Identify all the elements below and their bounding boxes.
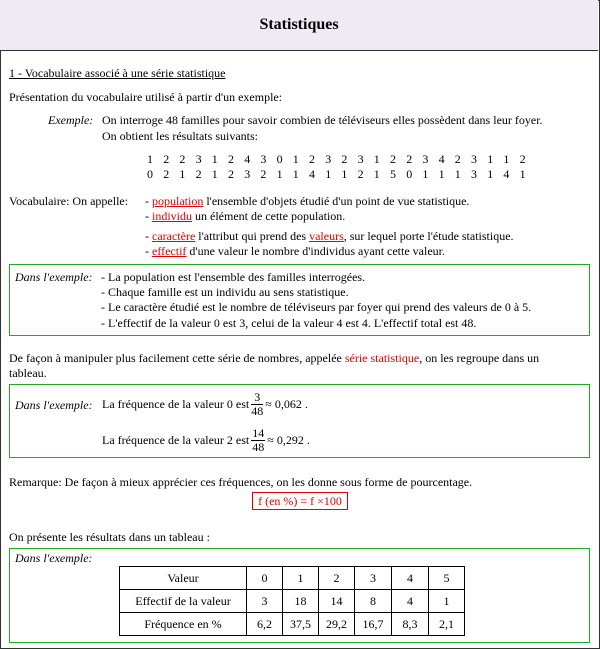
remarque-text: Remarque: De façon à mieux apprécier ces fréquences, on les donne sous forme de pourcentage. <box>9 475 473 489</box>
box1-line: - Le caractère étudié est le nombre de téléviseurs par foyer qui prend des valeurs de 0 à 5. <box>101 300 532 314</box>
table-cell: 2,1 <box>429 613 465 636</box>
term-serie-statistique: série statistique <box>344 351 420 365</box>
box3-label: Dans l'exemple: <box>15 551 93 565</box>
data-row-2: 0 2 1 2 1 2 3 2 1 1 4 1 1 2 1 5 0 1 1 1 3 1 4 1 <box>147 167 530 181</box>
table-row <box>120 613 465 636</box>
table-cell: 1 <box>429 590 465 613</box>
term-effectif: effectif <box>152 244 187 258</box>
table-intro: On présente les résultats dans un tableau : <box>9 530 210 544</box>
example-label: Exemple: <box>48 113 94 127</box>
table-cell: 8 <box>355 590 392 613</box>
table-cell: 3 <box>355 567 392 590</box>
serie-text-2: tableau. <box>9 366 47 380</box>
data-row-1: 1 2 2 3 1 2 4 3 0 1 2 3 2 3 1 2 2 3 4 2 3 1 1 2 <box>147 152 530 166</box>
percentage-formula: f (en %) = f ×100 <box>252 492 348 510</box>
vocab-population: - population l'ensemble d'objets étudié d'un point de vue statistique. <box>145 194 470 208</box>
table-cell: 4 <box>392 590 429 613</box>
table-cell: 6,2 <box>247 613 283 636</box>
page-title: Statistiques <box>0 0 598 51</box>
term-valeurs: valeurs <box>309 229 344 243</box>
table-cell: 18 <box>283 590 319 613</box>
table-cell: 0 <box>247 567 283 590</box>
intro-text: Présentation du vocabulaire utilisé à partir d'un exemple: <box>9 90 283 104</box>
serie-text: De façon à manipuler plus facilement cette série de nombres, appelée série statistique, on les regroupe dans un <box>9 351 540 365</box>
table-cell: 2 <box>319 567 355 590</box>
vocab-effectif: - effectif d'une valeur le nombre d'individus ayant cette valeur. <box>145 244 445 258</box>
fraction: $\frac{14}{48}$ <box>252 425 265 454</box>
table-header-cell: Valeur <box>120 567 247 590</box>
box1-line: - L'effectif de la valeur 0 est 3, celui de la valeur 4 est 4. L'effectif total est 48. <box>101 316 477 330</box>
example-line2: On obtient les résultats suivants: <box>102 129 258 143</box>
vocab-label: Vocabulaire: On appelle: <box>9 194 129 208</box>
box1-line: - Chaque famille est un individu au sens statistique. <box>101 285 349 299</box>
table-cell: 5 <box>429 567 465 590</box>
table-cell: 8,3 <box>392 613 429 636</box>
frequency-line-2: La fréquence de la valeur 2 est $\frac{14}{48}$ ≈ 0,292 . <box>102 425 310 454</box>
table-cell: 29,2 <box>319 613 355 636</box>
results-table <box>119 566 465 636</box>
vocab-individu: - individu un élément de cette population. <box>145 209 346 223</box>
term-individu: individu <box>152 209 193 223</box>
vocab-caractere: - caractère l'attribut qui prend des valeurs, sur lequel porte l'étude statistique. <box>145 229 514 243</box>
box1-line: - La population est l'ensemble des familles interrogées. <box>101 270 366 284</box>
table-cell: 16,7 <box>355 613 392 636</box>
table-row <box>120 567 465 590</box>
fraction: $\frac{3}{48}$ <box>251 389 264 418</box>
table-row <box>120 590 465 613</box>
term-caractere: caractère <box>152 229 196 243</box>
box1-label: Dans l'exemple: <box>15 270 93 284</box>
frequency-line-1: La fréquence de la valeur 0 est $\frac{3}{48}$ ≈ 0,062 . <box>102 389 308 418</box>
table-cell: 1 <box>283 567 319 590</box>
table-header-cell: Effectif de la valeur <box>120 590 247 613</box>
table-cell: 37,5 <box>283 613 319 636</box>
table-cell: 4 <box>392 567 429 590</box>
term-population: population <box>152 194 204 208</box>
table-cell: 3 <box>247 590 283 613</box>
table-header-cell: Fréquence en % <box>120 613 247 636</box>
box2-label: Dans l'exemple: <box>15 398 93 412</box>
table-cell: 14 <box>319 590 355 613</box>
example-line1: On interroge 48 familles pour savoir combien de téléviseurs elles possèdent dans leur foyer. <box>102 113 543 127</box>
section-heading: 1 - Vocabulaire associé à une série statistique <box>9 66 226 80</box>
